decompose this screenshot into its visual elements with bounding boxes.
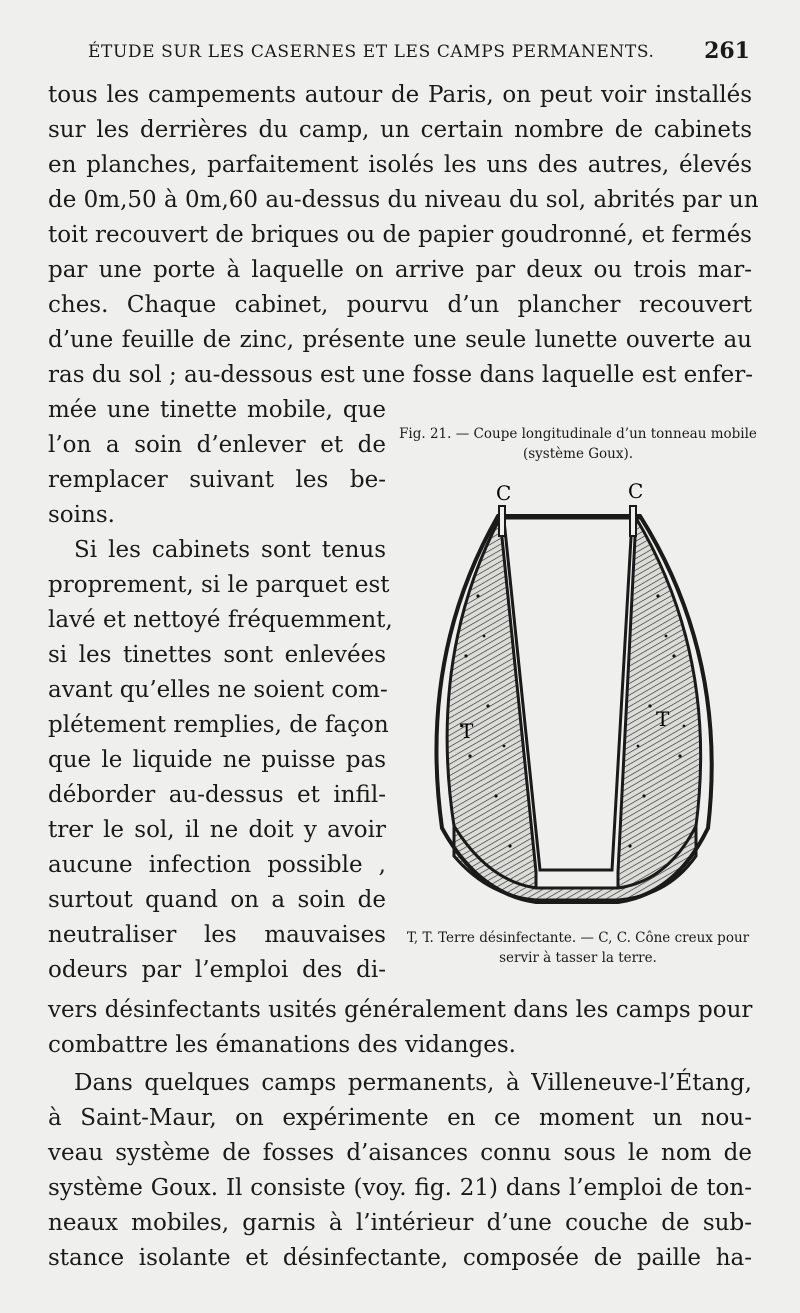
text-line: à Saint-Maur, on expérimente en ce moment un nou-: [48, 1105, 752, 1131]
text-line: l’on a soin d’enlever et de: [48, 432, 386, 458]
cone-post-right: [630, 506, 636, 536]
text-line: système Goux. Il consiste (voy. fig. 21) dans l’emploi de ton-: [48, 1175, 752, 1201]
figure-legend: T, T. Terre désinfectante. — C, C. Cône creux pour servir à tasser la terre.: [406, 930, 750, 966]
text-line: surtout quand on a soin de: [48, 887, 386, 913]
text-line: en planches, parfaitement isolés les uns des autres, élevés: [48, 152, 752, 178]
text-line: aucune infection possible ,: [48, 852, 386, 878]
text-line: neutraliser les mauvaises: [48, 922, 386, 948]
label-t-left: T: [460, 719, 474, 743]
text-line: ras du sol ; au-dessous est une fosse dans laquelle est enfer-: [48, 362, 753, 388]
label-c-left: C: [496, 481, 512, 505]
text-line: remplacer suivant les be-: [48, 467, 386, 493]
figure-caption-text: — Coupe longitudinale d’un tonneau mobile (système Goux).: [455, 426, 757, 462]
label-t-right: T: [656, 707, 670, 731]
text-line: soins.: [48, 502, 115, 528]
text-line: sur les derrières du camp, un certain nombre de cabinets: [48, 117, 752, 143]
text-line: de 0m,50 à 0m,60 au-dessus du niveau du sol, abrités par un: [48, 187, 759, 213]
text-line: plétement remplies, de façon: [48, 712, 389, 738]
text-line: Si les cabinets sont tenus: [74, 537, 386, 563]
text-line: vers désinfectants usités généralement dans les camps pour: [48, 997, 753, 1023]
text-line: veau système de fosses d’aisances connu sous le nom de: [48, 1140, 752, 1166]
text-line: Dans quelques camps permanents, à Villeneuve-l’Étang,: [74, 1070, 752, 1096]
text-line: toit recouvert de briques ou de papier goudronné, et fermés: [48, 222, 752, 248]
text-line: d’une feuille de zinc, présente une seule lunette ouverte au: [48, 327, 752, 353]
text-line: neaux mobiles, garnis à l’intérieur d’une couche de sub-: [48, 1210, 752, 1236]
figure-caption: [398, 424, 758, 464]
page-number: 261: [704, 38, 750, 64]
text-line: lavé et nettoyé fréquemment,: [48, 607, 393, 633]
figure-number: Fig. 21.: [399, 426, 452, 442]
text-line: que le liquide ne puisse pas: [48, 747, 386, 773]
barrel-section-figure: [418, 476, 724, 906]
text-line: trer le sol, il ne doit y avoir: [48, 817, 386, 843]
text-line: stance isolante et désinfectante, composée de paille ha-: [48, 1245, 752, 1271]
running-head: [58, 38, 750, 74]
text-line: ches. Chaque cabinet, pourvu d’un plancher recouvert: [48, 292, 752, 318]
label-c-right: C: [628, 479, 644, 503]
text-line: avant qu’elles ne soient com-: [48, 677, 388, 703]
text-line: tous les campements autour de Paris, on peut voir installés: [48, 82, 752, 108]
text-line: déborder au-dessus et infil-: [48, 782, 386, 808]
running-title: ÉTUDE SUR LES CASERNES ET LES CAMPS PERMANENTS.: [88, 42, 655, 62]
text-line: mée une tinette mobile, que: [48, 397, 386, 423]
text-line: combattre les émanations des vidanges.: [48, 1032, 516, 1058]
text-line: si les tinettes sont enlevées: [48, 642, 386, 668]
text-line: par une porte à laquelle on arrive par deux ou trois mar-: [48, 257, 752, 283]
text-line: proprement, si le parquet est: [48, 572, 390, 598]
text-line: odeurs par l’emploi des di-: [48, 957, 386, 983]
cone-post-left: [499, 506, 505, 536]
